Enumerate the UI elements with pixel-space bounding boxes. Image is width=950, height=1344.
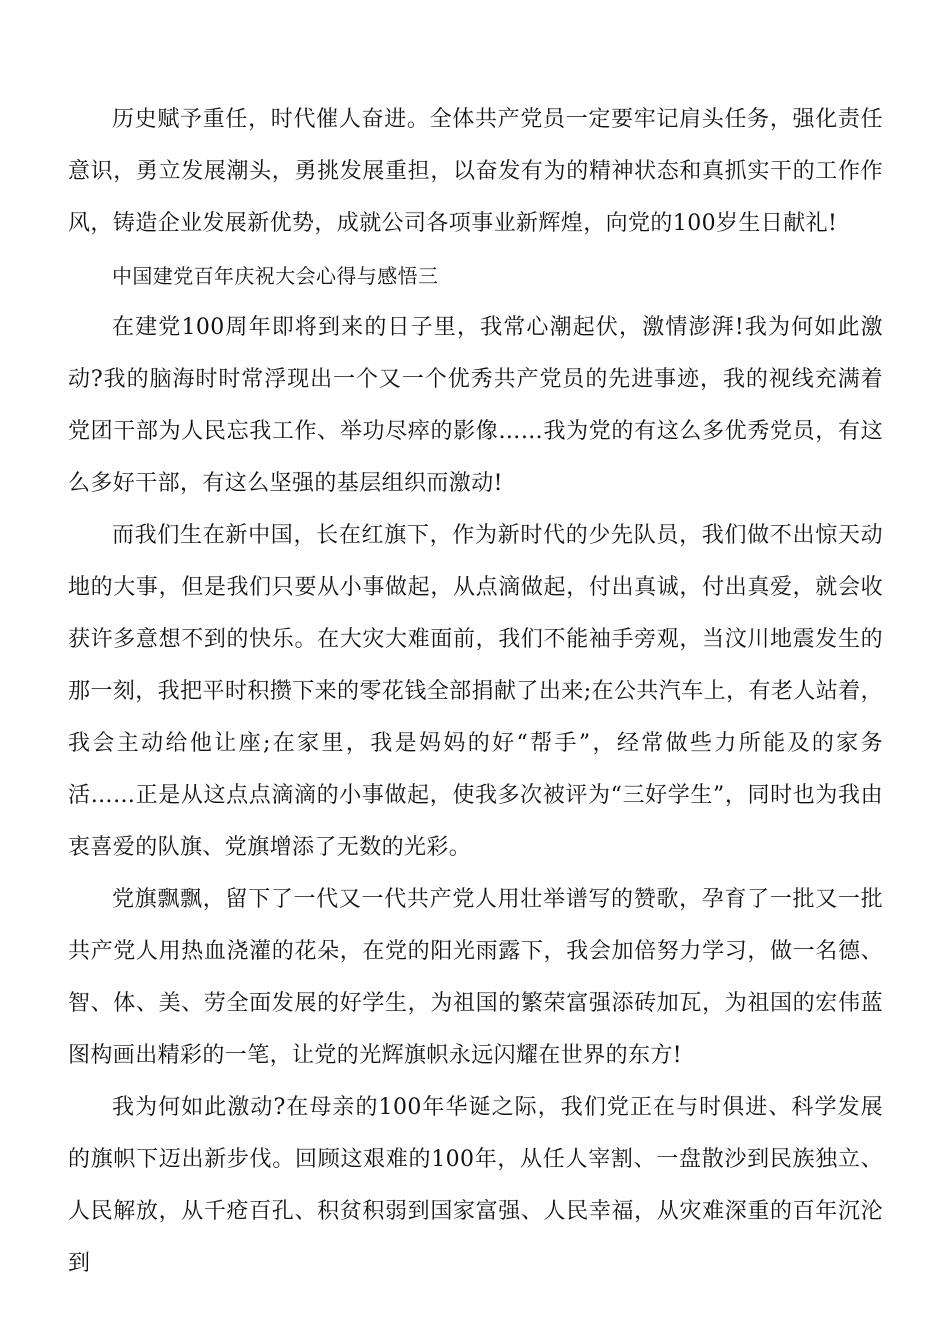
- paragraph-3: 而我们生在新中国，长在红旗下，作为新时代的少先队员，我们做不出惊天动地的大事，但是我们只要从小事做起，从点滴做起，付出真诚，付出真爱，就会收获许多意想不到的快乐。在大灾大难面前，我们不能袖手旁观，当汶川地震发生的那一刻，我把平时积攒下来的零花钱全部捐献了出来;在公共汽车上，有老人站着，我会主动给他让座;在家里，我是妈妈的好“帮手”，经常做些力所能及的家务活……正是从这点点滴滴的小事做起，使我多次被评为“三好学生”，同时也为我由衷喜爱的队旗、党旗增添了无数的光彩。: [68, 523, 883, 860]
- paragraph-4: 党旗飘飘，留下了一代又一代共产党人用壮举谱写的赞歌，孕育了一批又一批共产党人用热血浇灌的花朵，在党的阳光雨露下，我会加倍努力学习，做一名德、智、体、美、劳全面发展的好学生，为祖国的繁荣富强添砖加瓦，为祖国的宏伟蓝图构画出精彩的一笔，让党的光辉旗帜永远闪耀在世界的东方!: [68, 887, 883, 1068]
- paragraph-5: 我为何如此激动?在母亲的100年华诞之际，我们党正在与时俱进、科学发展的旗帜下迈出新步伐。回顾这艰难的100年，从任人宰割、一盘散沙到民族独立、人民解放，从千疮百孔、积贫积弱到国家富强、人民幸福，从灾难深重的百年沉沦到: [68, 1095, 883, 1276]
- paragraph-1: 历史赋予重任，时代催人奋进。全体共产党员一定要牢记肩头任务，强化责任意识，勇立发展潮头，勇挑发展重担，以奋发有为的精神状态和真抓实干的工作作风，铸造企业发展新优势，成就公司各项事业新辉煌，向党的100岁生日献礼!: [68, 107, 883, 236]
- paragraph-2: 在建党100周年即将到来的日子里，我常心潮起伏，激情澎湃!我为何如此激动?我的脑海时时常浮现出一个又一个优秀共产党员的先进事迹，我的视线充满着党团干部为人民忘我工作、举功尽瘁的影像……我为党的有这么多优秀党员，有这么多好干部，有这么坚强的基层组织而激动!: [68, 315, 883, 496]
- section-heading: 中国建党百年庆祝大会心得与感悟三: [112, 264, 439, 288]
- document-body: [68, 94, 883, 1290]
